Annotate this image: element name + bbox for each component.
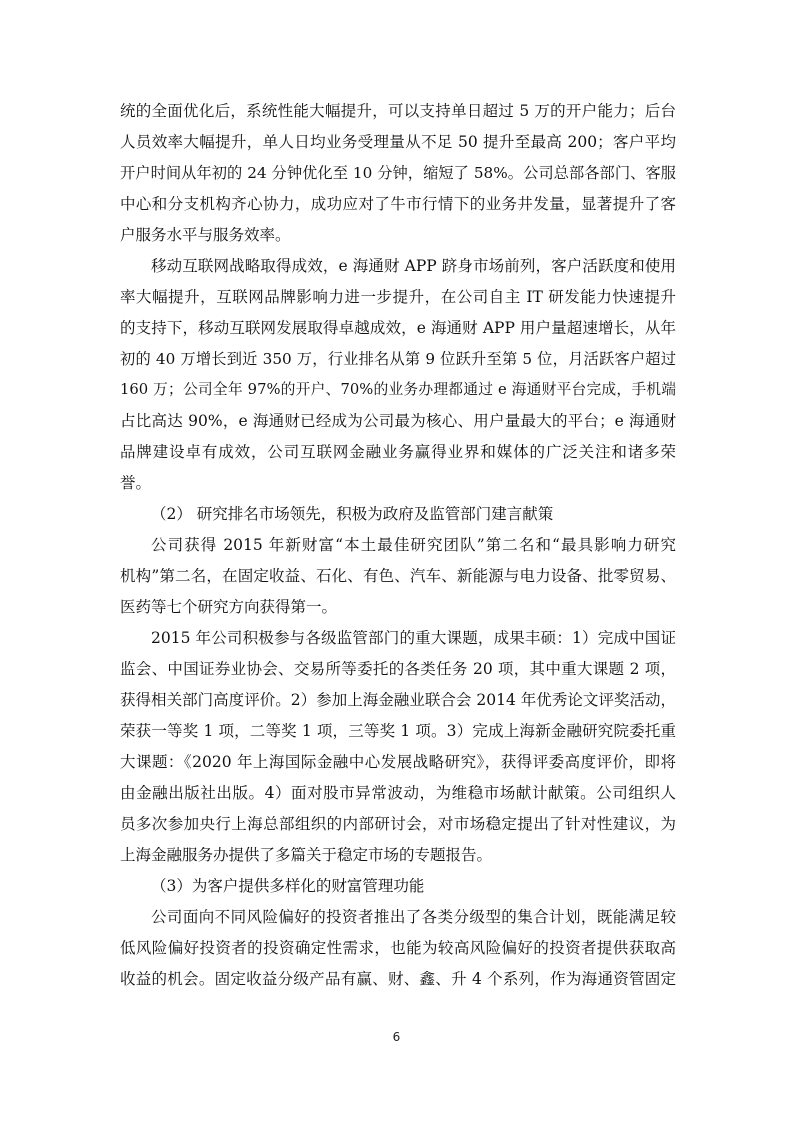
paragraph-line: 率大幅提升，互联网品牌影响力进一步提升，在公司自主 IT 研发能力快速提升 — [120, 288, 676, 306]
paragraph-line: 户服务水平与服务效率。 — [120, 226, 291, 244]
paragraph-line: 品牌建设卓有成效，公司互联网金融业务赢得业界和媒体的广泛关注和诸多荣 — [120, 443, 676, 461]
paragraph-line: 由金融出版社出版。4）面对股市异常波动，为维稳市场献计献策。公司组织人 — [120, 784, 676, 802]
paragraph-line: 医药等七个研究方向获得第一。 — [120, 598, 338, 616]
paragraph-line: 誉。 — [120, 474, 152, 492]
paragraph-line: 移动互联网战略取得成效，e 海通财 APP 跻身市场前列，客户活跃度和使用 — [151, 257, 676, 275]
paragraph-line: 公司面向不同风险偏好的投资者推出了各类分级型的集合计划，既能满足较 — [151, 908, 676, 926]
paragraph-line: 机构”第二名，在固定收益、石化、有色、汽车、新能源与电力设备、批零贸易、 — [120, 567, 676, 585]
paragraph-line: 大课题：《2020 年上海国际金融中心发展战略研究》，获得评委高度评价，即将 — [120, 753, 676, 771]
paragraph-line: 公司获得 2015 年新财富“本土最佳研究团队”第二名和“最具影响力研究 — [151, 536, 676, 554]
paragraph-line: 统的全面优化后，系统性能大幅提升，可以支持单日超过 5 万的开户能力；后台 — [120, 102, 676, 120]
paragraph-line: 2015 年公司积极参与各级监管部门的重大课题，成果丰硕：1）完成中国证 — [151, 629, 676, 647]
paragraph-line: 的支持下，移动互联网发展取得卓越成效，e 海通财 APP 用户量超速增长，从年 — [120, 319, 676, 337]
paragraph-line: 初的 40 万增长到近 350 万，行业排名从第 9 位跃升至第 5 位，月活跃客户超过 — [120, 350, 676, 368]
paragraph-line: 荣获一等奖 1 项，二等奖 1 项，三等奖 1 项。3）完成上海新金融研究院委托重 — [120, 722, 676, 740]
section-heading: （2） 研究排名市场领先，积极为政府及监管部门建言献策 — [151, 505, 554, 523]
paragraph-line: 上海金融服务办提供了多篇关于稳定市场的专题报告。 — [120, 846, 493, 864]
paragraph-line: 160 万；公司全年 97%的开户、70%的业务办理都通过 e 海通财平台完成，手机端 — [120, 381, 676, 398]
paragraph-line: 占比高达 90%，e 海通财已经成为公司最为核心、用户量最大的平台；e 海通财 — [120, 412, 676, 430]
paragraph-line: 中心和分支机构齐心协力，成功应对了牛市行情下的业务井发量，显著提升了客 — [120, 195, 676, 213]
paragraph-line: 人员效率大幅提升，单人日均业务受理量从不足 50 提升至最高 200；客户平均 — [120, 133, 676, 151]
paragraph-line: 开户时间从年初的 24 分钟优化至 10 分钟，缩短了 58%。公司总部各部门、客服 — [120, 164, 676, 182]
page-number: 6 — [392, 1030, 401, 1044]
section-heading: （3）为客户提供多样化的财富管理功能 — [151, 877, 425, 895]
paragraph-line: 员多次参加央行上海总部组织的内部研讨会，对市场稳定提出了针对性建议，为 — [120, 815, 676, 833]
paragraph-line: 获得相关部门高度评价。2）参加上海金融业联合会 2014 年优秀论文评奖活动， — [120, 691, 676, 709]
paragraph-line: 收益的机会。固定收益分级产品有赢、财、鑫、升 4 个系列，作为海通资管固定 — [120, 970, 676, 988]
paragraph-line: 监会、中国证券业协会、交易所等委托的各类任务 20 项，其中重大课题 2 项， — [120, 660, 676, 678]
paragraph-line: 低风险偏好投资者的投资确定性需求，也能为较高风险偏好的投资者提供获取高 — [120, 939, 676, 957]
